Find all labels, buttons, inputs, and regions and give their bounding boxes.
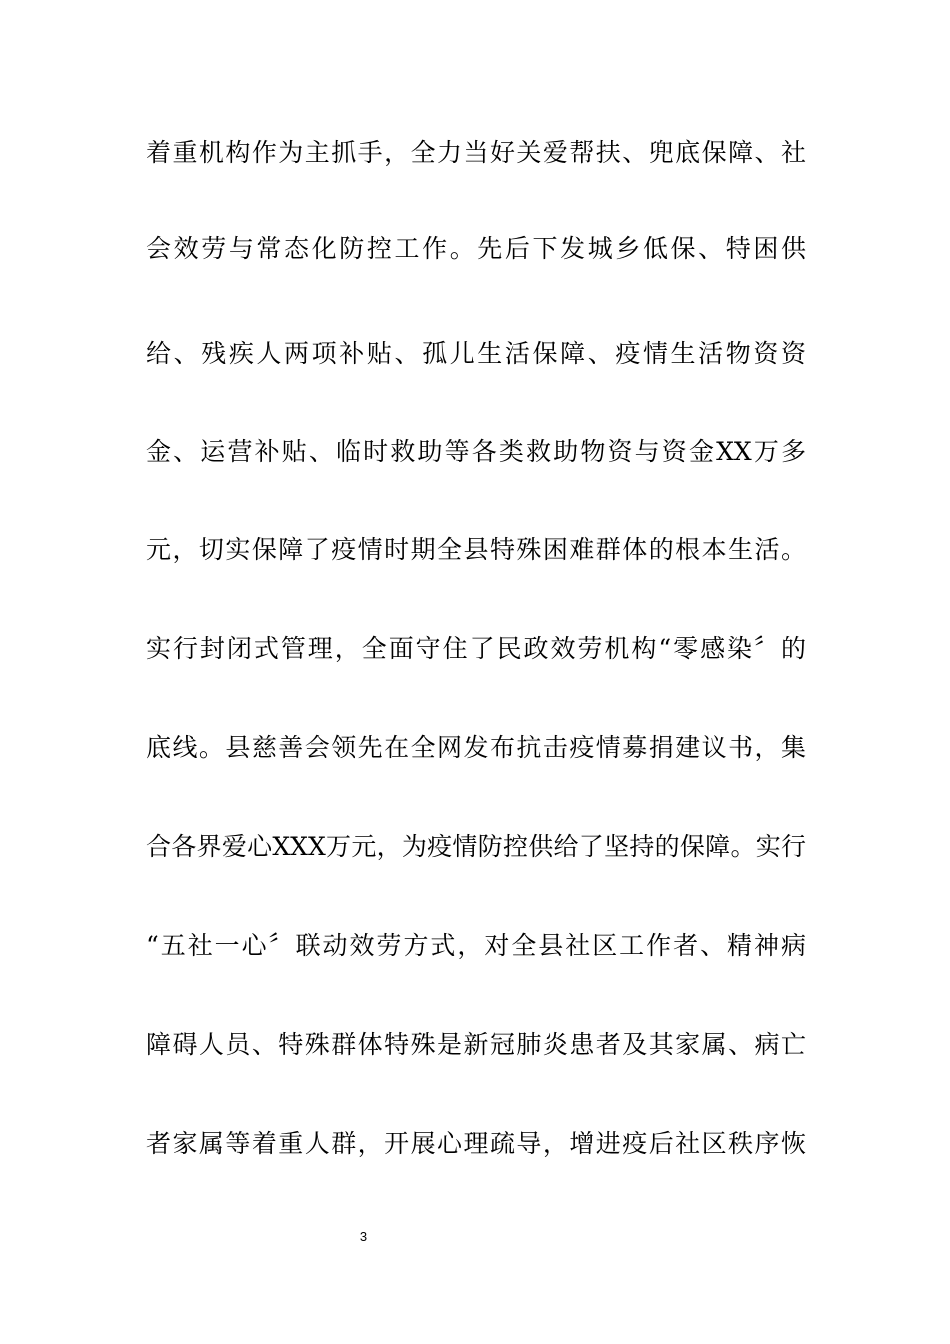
body-text-line: 给、残疾人两项补贴、孤儿生活保障、疫情生活物资资 — [146, 339, 806, 368]
body-text-line: 实行封闭式管理，全面守住了民政效劳机构“零感染〞的 — [146, 634, 806, 663]
body-text-line: 者家属等着重人群，开展心理疏导，增进疫后社区秩序恢 — [146, 1129, 806, 1158]
body-text-line: 合各界爱心XXX万元，为疫情防控供给了坚持的保障。实行 — [146, 832, 806, 861]
body-text-line: 底线。县慈善会领先在全网发布抗击疫情募捐建议书，集 — [146, 733, 806, 762]
body-text-line: 会效劳与常态化防控工作。先后下发城乡低保、特困供 — [146, 234, 806, 263]
body-text-line: 着重机构作为主抓手，全力当好关爱帮扶、兜底保障、社 — [146, 138, 806, 167]
body-text-line: 障碍人员、特殊群体特殊是新冠肺炎患者及其家属、病亡 — [146, 1030, 806, 1059]
body-text-line: 元，切实保障了疫情时期全县特殊困难群体的根本生活。 — [146, 535, 806, 564]
page-number: 3 — [359, 1229, 368, 1244]
body-text-line: “五社一心〞联动效劳方式，对全县社区工作者、精神病 — [146, 931, 806, 960]
body-text-line: 金、运营补贴、临时救助等各类救助物资与资金XX万多 — [146, 437, 806, 466]
